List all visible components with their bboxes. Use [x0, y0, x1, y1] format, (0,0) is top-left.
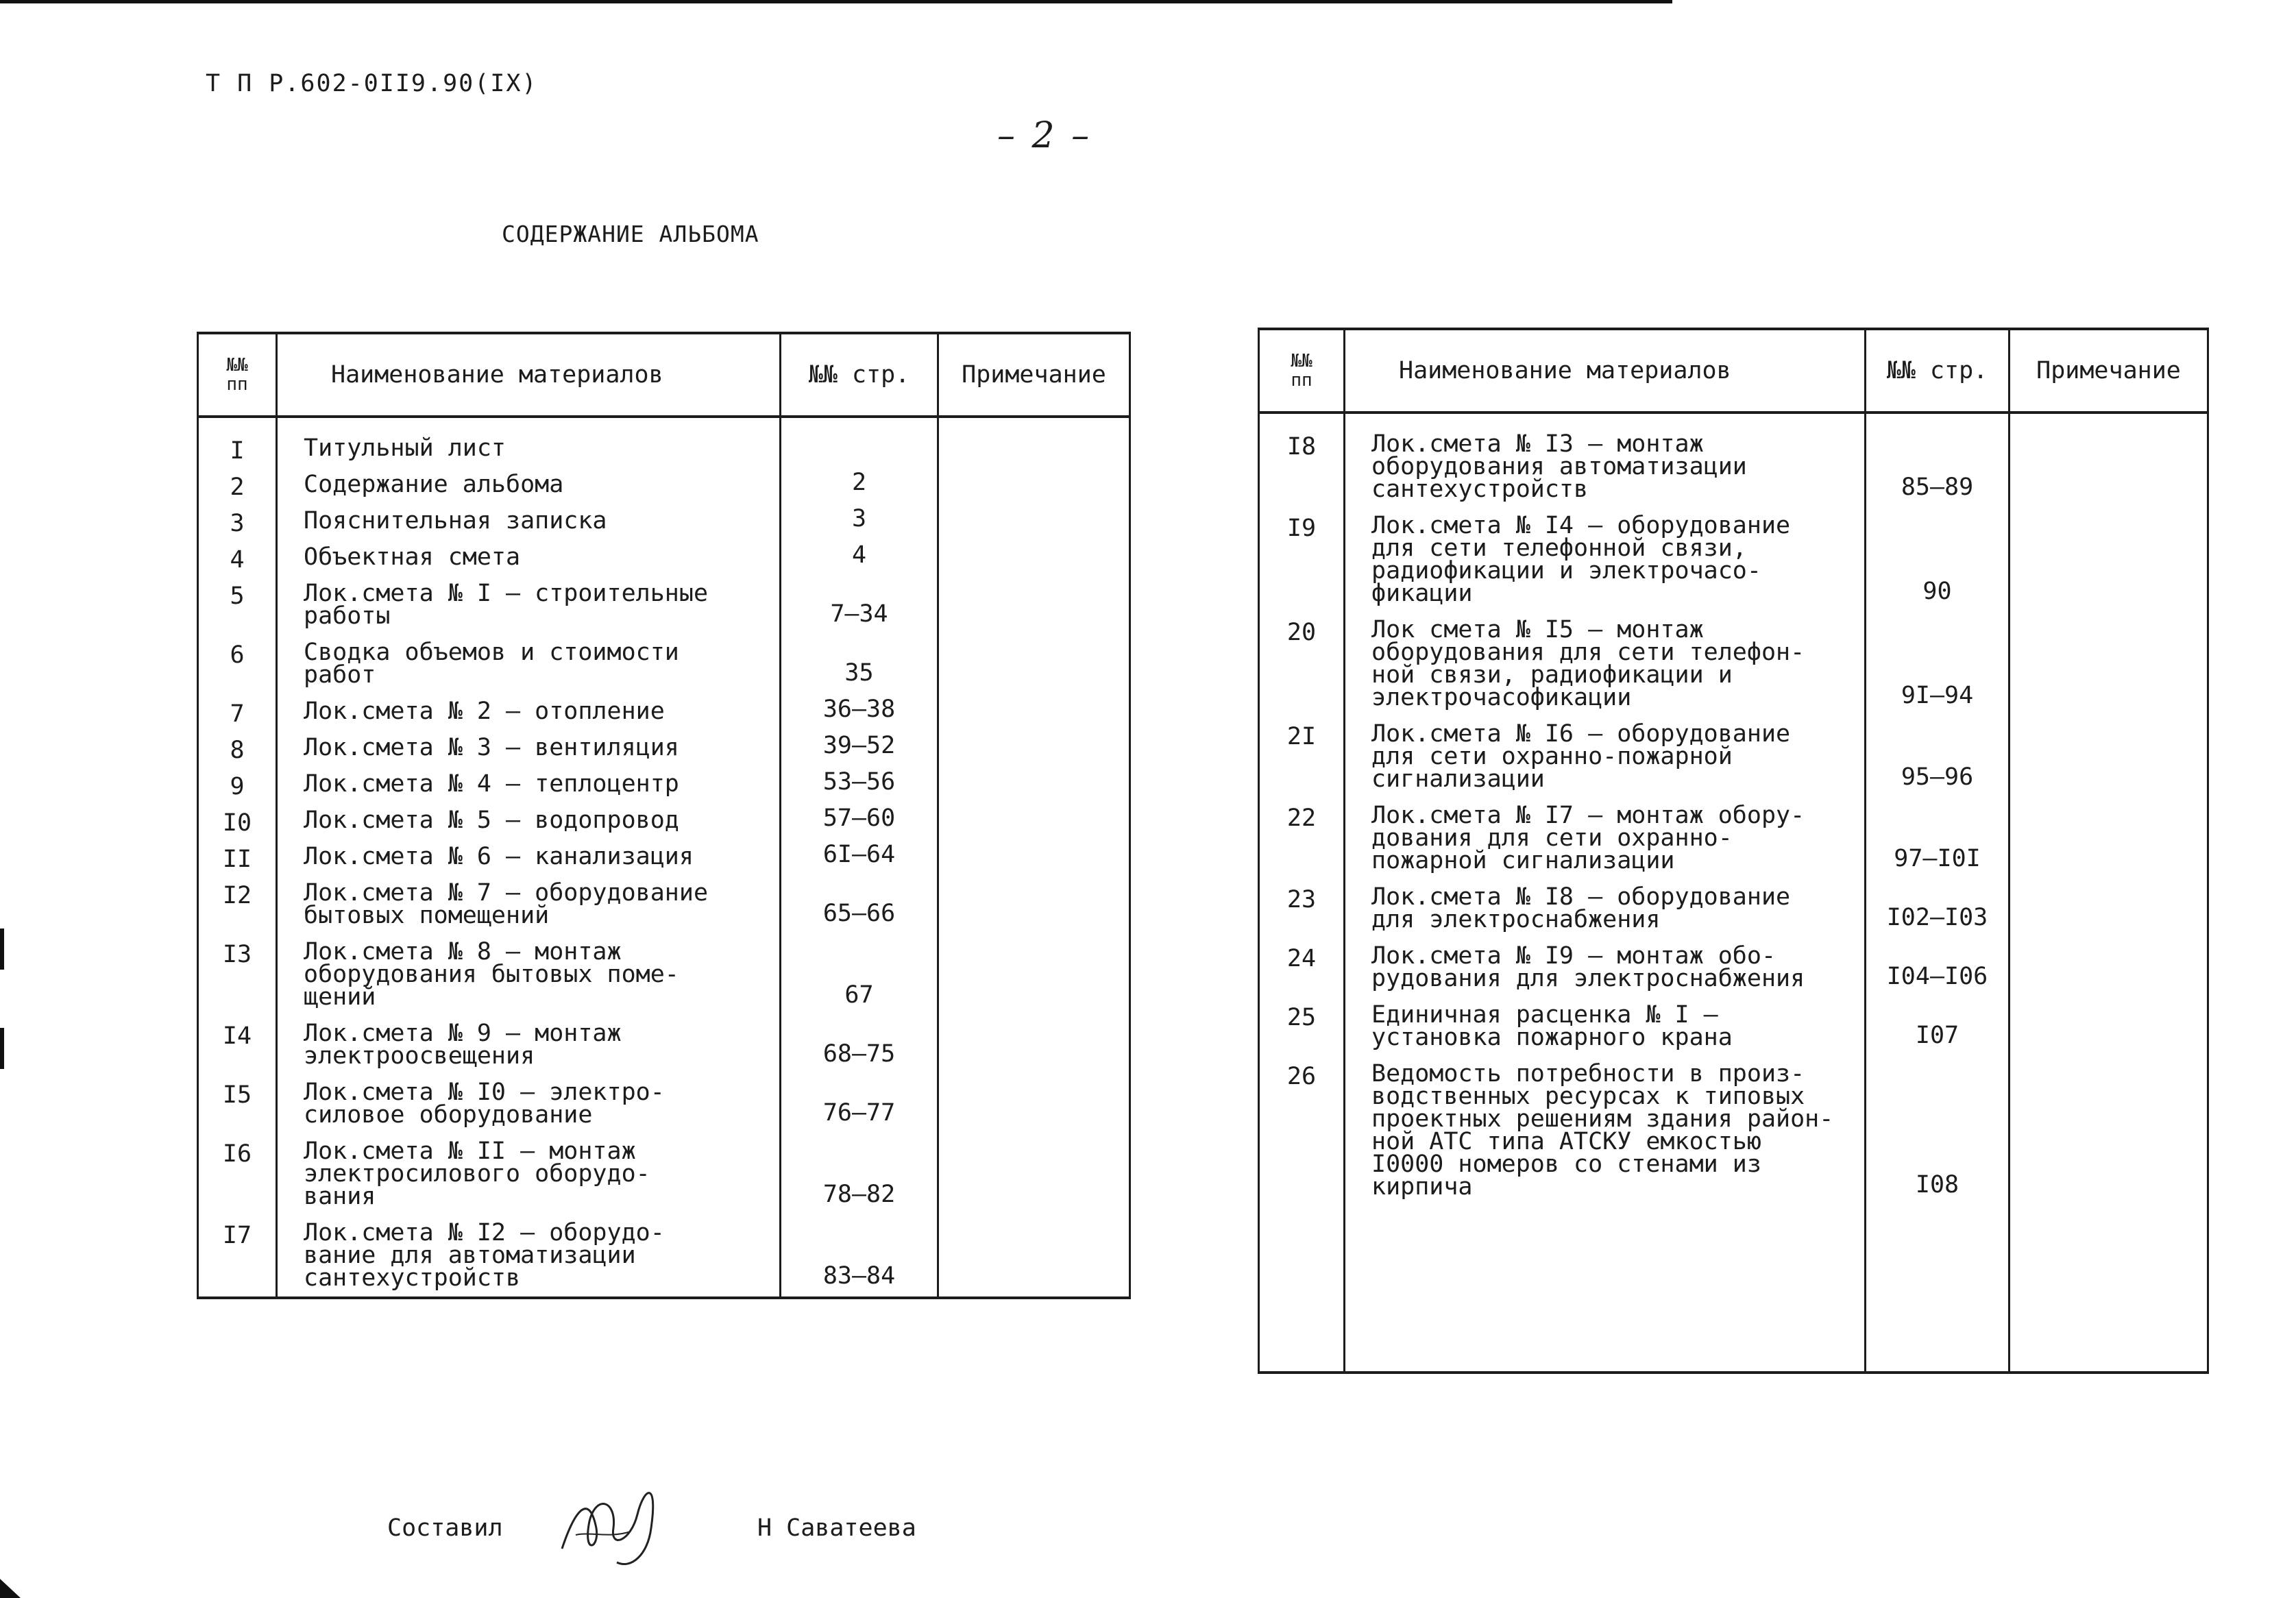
- signature-image: [548, 1466, 672, 1576]
- row-number: 23: [1259, 879, 1345, 938]
- row-note: [938, 503, 1130, 539]
- table-row: [198, 1215, 1130, 1298]
- row-number: 24: [1259, 938, 1345, 997]
- row-pages: 7–34: [781, 576, 938, 635]
- row-number: I0: [198, 802, 277, 839]
- row-pages: 2: [781, 467, 938, 503]
- row-name: Лок.смета № I4 – оборудование для сети телефонной связи, радиофикации и электрочасо- фикации: [1345, 508, 1866, 612]
- row-name: Ведомость потребности в произ- водственных ресурсах к типовых проектных решениям здания район- ной АТС типа АТСКУ емкостью I0000 номеров со стенами из кирпича: [1345, 1056, 1866, 1205]
- page-number: – 2 –: [997, 115, 1092, 156]
- row-number: 4: [198, 539, 277, 576]
- row-number: II: [198, 839, 277, 875]
- row-name: Единичная расценка № I – установка пожарного крана: [1345, 997, 1866, 1056]
- row-name: Лок.смета № 6 – канализация: [277, 839, 781, 875]
- table-row: [198, 576, 1130, 635]
- scan-edge-top: [0, 0, 1672, 3]
- column-header-number: №№ пп: [198, 333, 277, 417]
- row-note: [938, 730, 1130, 766]
- row-pages: 97–I0I: [1866, 798, 2010, 879]
- row-note: [938, 1215, 1130, 1298]
- row-name: Лок.смета № 2 – отопление: [277, 693, 781, 730]
- row-number: 5: [198, 576, 277, 635]
- table-row: [198, 539, 1130, 576]
- table-row: [1259, 938, 2208, 997]
- contents-table-left: [197, 332, 1131, 1299]
- row-number: 6: [198, 635, 277, 693]
- table-row: [198, 875, 1130, 934]
- scan-edge-mark: [0, 1028, 4, 1069]
- row-name: Лок.смета № 4 – теплоцентр: [277, 766, 781, 802]
- table-row: [1259, 1056, 2208, 1205]
- row-name: Лок.смета № I9 – монтаж обо- рудования для электроснабжения: [1345, 938, 1866, 997]
- row-number: 25: [1259, 997, 1345, 1056]
- row-note: [2010, 997, 2208, 1056]
- table-row: [198, 1133, 1130, 1215]
- row-note: [938, 467, 1130, 503]
- row-note: [938, 576, 1130, 635]
- row-name: Лок.смета № 3 – вентиляция: [277, 730, 781, 766]
- table-header-row: [1259, 329, 2208, 413]
- table-row: [1259, 508, 2208, 612]
- row-note: [938, 539, 1130, 576]
- table-row: [198, 934, 1130, 1016]
- empty-cell: [1259, 1205, 1345, 1373]
- column-header-note: Примечание: [2010, 329, 2208, 413]
- compiled-by-label: Составил: [387, 1514, 503, 1542]
- row-pages: [781, 417, 938, 467]
- column-header-pages: №№ стр.: [781, 333, 938, 417]
- row-number: 3: [198, 503, 277, 539]
- table-row: [1259, 798, 2208, 879]
- row-note: [938, 693, 1130, 730]
- row-number: 7: [198, 693, 277, 730]
- table-row: [198, 417, 1130, 467]
- table-row: [198, 693, 1130, 730]
- row-number: 2: [198, 467, 277, 503]
- row-pages: 53–56: [781, 766, 938, 802]
- row-name: Сводка объемов и стоимости работ: [277, 635, 781, 693]
- table-row: [1259, 612, 2208, 716]
- row-pages: 4: [781, 539, 938, 576]
- row-name: Лок смета № I5 – монтаж оборудования для сети телефон- ной связи, радиофикации и электрочасофикации: [1345, 612, 1866, 716]
- row-name: Содержание альбома: [277, 467, 781, 503]
- row-number: I4: [198, 1016, 277, 1074]
- row-note: [2010, 508, 2208, 612]
- table-row: [1259, 716, 2208, 798]
- row-name: Лок.смета № I7 – монтаж обору- дования для сети охранно- пожарной сигнализации: [1345, 798, 1866, 879]
- row-number: 8: [198, 730, 277, 766]
- row-pages: I04–I06: [1866, 938, 2010, 997]
- row-pages: I08: [1866, 1056, 2010, 1205]
- row-pages: I07: [1866, 997, 2010, 1056]
- table-row: [198, 766, 1130, 802]
- row-number: I5: [198, 1074, 277, 1133]
- table-row: [198, 839, 1130, 875]
- row-name: Лок.смета № 9 – монтаж электроосвещения: [277, 1016, 781, 1074]
- row-pages: 65–66: [781, 875, 938, 934]
- row-note: [2010, 612, 2208, 716]
- row-pages: 78–82: [781, 1133, 938, 1215]
- row-number: I3: [198, 934, 277, 1016]
- empty-cell: [1866, 1205, 2010, 1373]
- row-name: Лок.смета № 5 – водопровод: [277, 802, 781, 839]
- table-row: [198, 1074, 1130, 1133]
- row-note: [2010, 938, 2208, 997]
- row-pages: I02–I03: [1866, 879, 2010, 938]
- row-number: 22: [1259, 798, 1345, 879]
- row-pages: 39–52: [781, 730, 938, 766]
- row-note: [2010, 879, 2208, 938]
- scan-edge-mark: [0, 929, 4, 970]
- row-number: 9: [198, 766, 277, 802]
- column-header-note: Примечание: [938, 333, 1130, 417]
- row-name: Лок.смета № II – монтаж электросилового оборудо- вания: [277, 1133, 781, 1215]
- row-pages: 36–38: [781, 693, 938, 730]
- row-number: 2I: [1259, 716, 1345, 798]
- row-name: Лок.смета № I2 – оборудо- вание для автоматизации сантехустройств: [277, 1215, 781, 1298]
- row-note: [938, 766, 1130, 802]
- table-row: [1259, 997, 2208, 1056]
- row-number: I2: [198, 875, 277, 934]
- row-pages: 35: [781, 635, 938, 693]
- document-code: Т П Р.602-0II9.90(IX): [206, 70, 538, 97]
- row-name: Лок.смета № I – строительные работы: [277, 576, 781, 635]
- row-number: 26: [1259, 1056, 1345, 1205]
- table-row: [198, 730, 1130, 766]
- row-note: [2010, 1056, 2208, 1205]
- table-row: [1259, 879, 2208, 938]
- row-note: [2010, 716, 2208, 798]
- row-note: [938, 934, 1130, 1016]
- row-number: I7: [198, 1215, 277, 1298]
- column-header-name: Наименование материалов: [1345, 329, 1866, 413]
- column-header-number: №№ пп: [1259, 329, 1345, 413]
- row-note: [2010, 798, 2208, 879]
- row-pages: 3: [781, 503, 938, 539]
- row-number: I9: [1259, 508, 1345, 612]
- row-note: [938, 875, 1130, 934]
- row-pages: 9I–94: [1866, 612, 2010, 716]
- row-name: Лок.смета № I8 – оборудование для электроснабжения: [1345, 879, 1866, 938]
- row-pages: 68–75: [781, 1016, 938, 1074]
- row-name: Лок.смета № I0 – электро- силовое оборудование: [277, 1074, 781, 1133]
- row-note: [938, 417, 1130, 467]
- row-number: I8: [1259, 413, 1345, 508]
- album-title: СОДЕРЖАНИЕ АЛЬБОМА: [502, 221, 759, 247]
- compiler-name: Н Саватеева: [757, 1514, 916, 1542]
- table-row: [1259, 413, 2208, 508]
- row-pages: 57–60: [781, 802, 938, 839]
- scan-corner-mark: [0, 1571, 21, 1598]
- row-pages: 85–89: [1866, 413, 2010, 508]
- empty-cell: [2010, 1205, 2208, 1373]
- row-name: Объектная смета: [277, 539, 781, 576]
- row-note: [938, 839, 1130, 875]
- row-pages: 83–84: [781, 1215, 938, 1298]
- row-pages: 90: [1866, 508, 2010, 612]
- column-header-name: Наименование материалов: [277, 333, 781, 417]
- table-row: [198, 503, 1130, 539]
- table-row: [198, 467, 1130, 503]
- row-pages: 76–77: [781, 1074, 938, 1133]
- row-pages: 6I–64: [781, 839, 938, 875]
- row-note: [2010, 413, 2208, 508]
- row-name: Лок.смета № 8 – монтаж оборудования бытовых поме- щений: [277, 934, 781, 1016]
- row-note: [938, 1133, 1130, 1215]
- row-name: Лок.смета № I3 – монтаж оборудования автоматизации сантехустройств: [1345, 413, 1866, 508]
- table-row: [198, 1016, 1130, 1074]
- table-filler-row: [1259, 1205, 2208, 1373]
- table-row: [198, 802, 1130, 839]
- column-header-pages: №№ стр.: [1866, 329, 2010, 413]
- row-number: 20: [1259, 612, 1345, 716]
- row-note: [938, 1074, 1130, 1133]
- row-note: [938, 1016, 1130, 1074]
- empty-cell: [1345, 1205, 1866, 1373]
- table-row: [198, 635, 1130, 693]
- contents-table-right: [1258, 328, 2209, 1374]
- table-header-row: [198, 333, 1130, 417]
- row-name: Пояснительная записка: [277, 503, 781, 539]
- row-name: Титульный лист: [277, 417, 781, 467]
- row-note: [938, 635, 1130, 693]
- row-name: Лок.смета № I6 – оборудование для сети охранно-пожарной сигнализации: [1345, 716, 1866, 798]
- row-number: I6: [198, 1133, 277, 1215]
- row-number: I: [198, 417, 277, 467]
- row-name: Лок.смета № 7 – оборудование бытовых помещений: [277, 875, 781, 934]
- row-note: [938, 802, 1130, 839]
- row-pages: 95–96: [1866, 716, 2010, 798]
- row-pages: 67: [781, 934, 938, 1016]
